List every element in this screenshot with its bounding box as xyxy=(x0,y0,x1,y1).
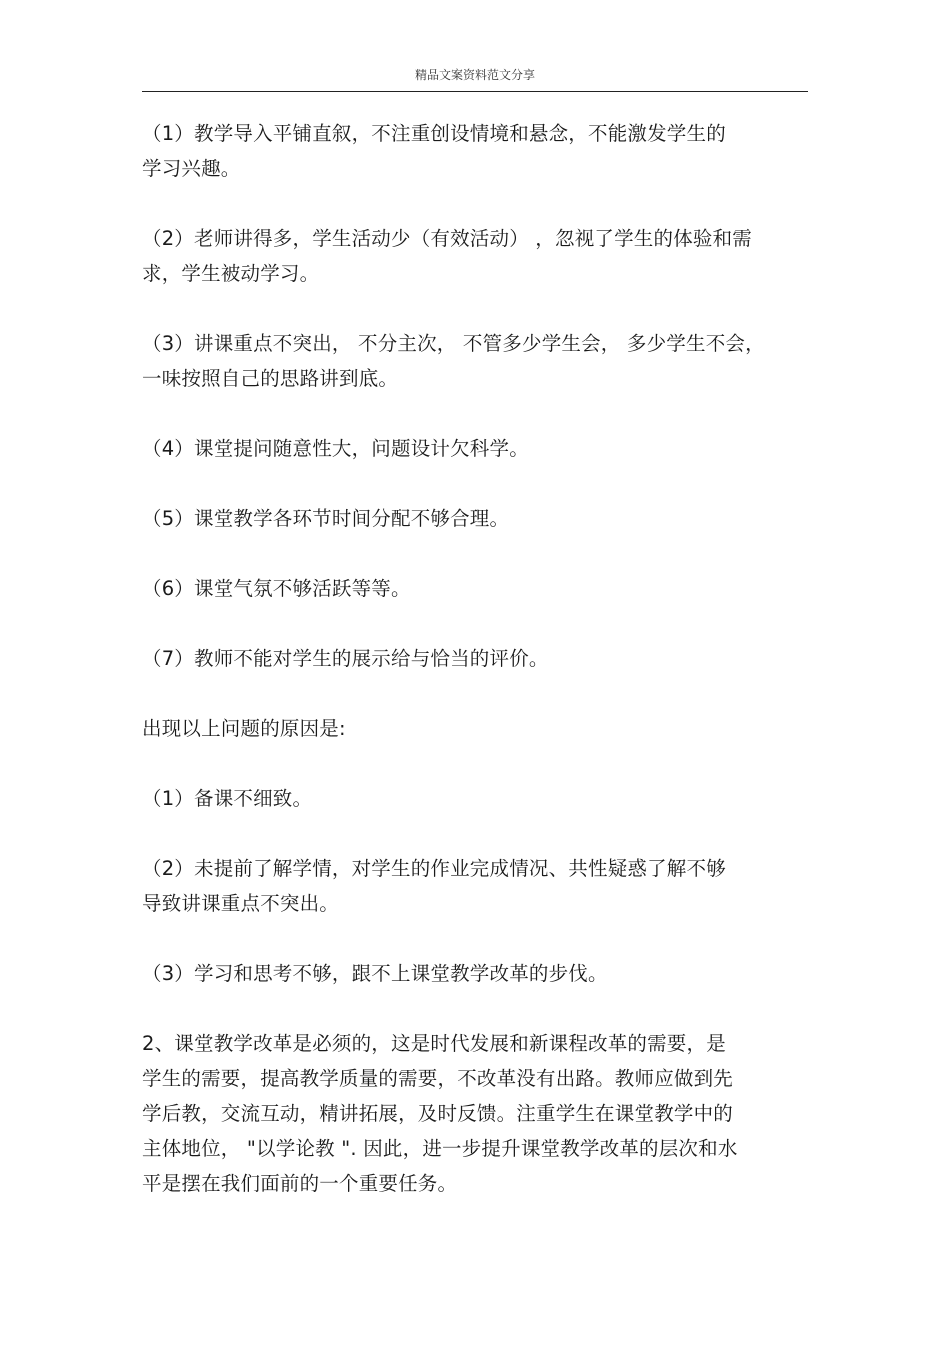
text-line: 求，学生被动学习。 xyxy=(142,262,320,285)
document-body xyxy=(142,116,808,1201)
text-line: （2）老师讲得多，学生活动少（有效活动） ，忽视了学生的体验和需 xyxy=(142,227,753,250)
text-line: （7）教师不能对学生的展示给与恰当的评价。 xyxy=(142,647,549,670)
text-line: （3）讲课重点不突出， 不分主次， 不管多少学生会， 多少学生不会， xyxy=(142,332,765,355)
paragraph-8 xyxy=(142,711,808,746)
text-line: 学后教，交流互动，精讲拓展，及时反馈。注重学生在课堂教学中的 xyxy=(142,1102,734,1125)
paragraph-12 xyxy=(142,1026,808,1201)
paragraph-5 xyxy=(142,501,808,536)
paragraph-10 xyxy=(142,851,808,921)
text-line: （4）课堂提问随意性大，问题设计欠科学。 xyxy=(142,437,529,460)
text-line: （3）学习和思考不够，跟不上课堂教学改革的步伐。 xyxy=(142,962,608,985)
paragraph-4 xyxy=(142,431,808,466)
text-line: 主体地位， "以学论教 ". 因此，进一步提升课堂教学改革的层次和水 xyxy=(142,1137,738,1160)
text-line: 学习兴趣。 xyxy=(142,157,241,180)
text-line: 2、课堂教学改革是必须的，这是时代发展和新课程改革的需要，是 xyxy=(142,1032,726,1055)
page-header xyxy=(142,64,808,92)
text-line: （2）未提前了解学情，对学生的作业完成情况、共性疑惑了解不够 xyxy=(142,857,726,880)
text-line: 一味按照自己的思路讲到底。 xyxy=(142,367,399,390)
paragraph-7 xyxy=(142,641,808,676)
text-line: 出现以上问题的原因是: xyxy=(142,717,346,740)
header-title: 精品文案资料范文分享 xyxy=(414,68,535,82)
text-line: 平是摆在我们面前的一个重要任务。 xyxy=(142,1172,458,1195)
text-line: 学生的需要，提高教学质量的需要，不改革没有出路。教师应做到先 xyxy=(142,1067,734,1090)
paragraph-2 xyxy=(142,221,808,291)
paragraph-1 xyxy=(142,116,808,186)
paragraph-11 xyxy=(142,956,808,991)
paragraph-9 xyxy=(142,781,808,816)
text-line: （1）备课不细致。 xyxy=(142,787,313,810)
paragraph-3 xyxy=(142,326,808,396)
text-line: （5）课堂教学各环节时间分配不够合理。 xyxy=(142,507,510,530)
text-line: （6）课堂气氛不够活跃等等。 xyxy=(142,577,411,600)
text-line: 导致讲课重点不突出。 xyxy=(142,892,340,915)
paragraph-6 xyxy=(142,571,808,606)
text-line: （1）教学导入平铺直叙，不注重创设情境和悬念，不能激发学生的 xyxy=(142,122,726,145)
